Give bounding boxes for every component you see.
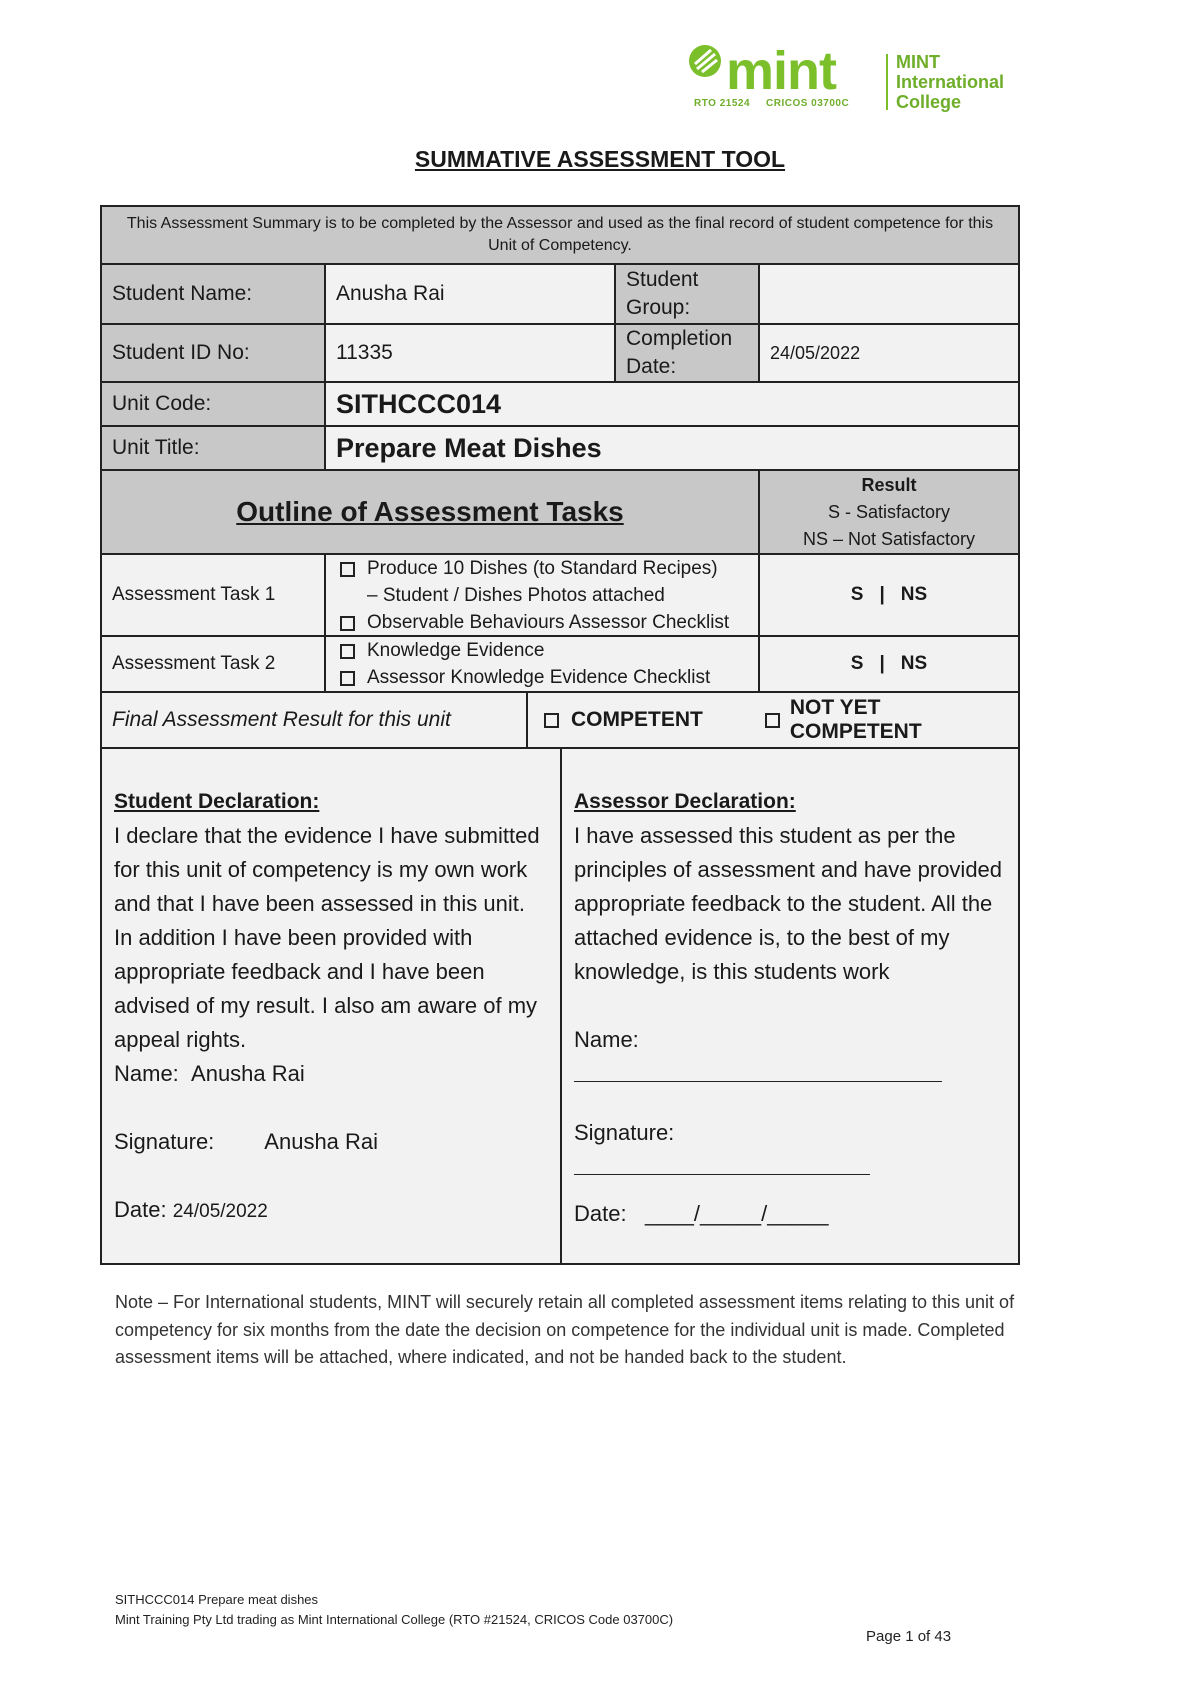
logo-cricos: CRICOS 03700C: [766, 98, 850, 109]
task1-result-ns[interactable]: NS: [900, 584, 928, 605]
checkbox-icon[interactable]: [340, 671, 355, 686]
student-decl-signature-row: Signature: Anusha Rai: [114, 1129, 379, 1154]
logo-rto: RTO 21524: [694, 98, 751, 109]
assessor-name-label: Name:: [574, 1027, 639, 1052]
student-name-label: Student Name:: [100, 263, 326, 325]
assessor-signature-label: Signature:: [574, 1120, 675, 1145]
completion-date-label: Completion Date:: [614, 323, 760, 383]
assessor-declaration-title: Assessor Declaration:: [574, 790, 796, 813]
task2-item-knowledge[interactable]: Knowledge Evidence: [338, 637, 544, 664]
competent-checkbox-icon[interactable]: [544, 713, 559, 728]
task2-items: [324, 635, 760, 693]
task1-result[interactable]: S | NS: [758, 553, 1020, 637]
checkbox-icon[interactable]: [340, 616, 355, 631]
assessment-summary-table: [100, 205, 1020, 1265]
logo-divider: [886, 54, 888, 110]
student-id-label: Student ID No:: [100, 323, 326, 383]
student-decl-date-value[interactable]: 24/05/2022: [172, 1201, 268, 1222]
student-declaration: [100, 747, 562, 1265]
task1-item-checklist[interactable]: Observable Behaviours Assessor Checklist: [338, 609, 729, 636]
task2-result-s[interactable]: S: [850, 653, 864, 674]
student-group-value[interactable]: [758, 263, 1020, 325]
intro-text: This Assessment Summary is to be completed by the Assessor and used as the final record of student competence for this Unit of Competency.: [100, 205, 1020, 265]
student-declaration-title: Student Declaration:: [114, 790, 320, 813]
assessor-date-row: Date: ____/_____/_____: [574, 1201, 829, 1226]
task1-item-dishes-cont: – Student / Dishes Photos attached: [367, 584, 665, 606]
footer-company: Mint Training Pty Ltd trading as Mint International College (RTO #21524, CRICOS Code 03700C): [115, 1612, 674, 1627]
task2-result-ns[interactable]: NS: [900, 653, 928, 674]
mint-logo: [686, 42, 1036, 114]
checkbox-icon[interactable]: [340, 644, 355, 659]
final-result-options: [526, 691, 1020, 749]
result-ns-legend: NS – Not Satisfactory: [802, 528, 976, 549]
student-decl-name-row: Name: Anusha Rai: [114, 1061, 305, 1086]
mint-leaf-icon: [686, 42, 724, 80]
task1-item-dishes[interactable]: Produce 10 Dishes (to Standard Recipes): [338, 555, 718, 582]
task1-items: [324, 553, 760, 637]
student-group-label: Student Group:: [614, 263, 760, 325]
page-number: Page 1 of 43: [866, 1628, 952, 1645]
task2-result[interactable]: S | NS: [758, 635, 1020, 693]
logo-wordmark: mint: [726, 41, 836, 101]
assessor-declaration-text: I have assessed this student as per the principles of assessment and have provided appropriate feedback to the student. All the attached evidence is, to the best of my knowledge, is this students work: [574, 823, 1003, 984]
task1-result-s[interactable]: S: [850, 584, 864, 605]
retention-note: Note – For International students, MINT will securely retain all completed assessment items relating to this unit of competency for six months from the date the decision on competence for the individual unit is made. Completed assessment items will be attached, where indicated, and not be handed back to the student.: [115, 1292, 1015, 1367]
student-id-value[interactable]: 11335: [324, 323, 616, 383]
page-title: SUMMATIVE ASSESSMENT TOOL: [414, 146, 786, 172]
result-s-legend: S - Satisfactory: [827, 501, 951, 522]
student-decl-signature-value[interactable]: Anusha Rai: [264, 1129, 379, 1154]
task1-label: Assessment Task 1: [100, 553, 326, 637]
not-yet-competent-option[interactable]: NOT YET COMPETENT: [789, 696, 922, 743]
result-heading: Result: [861, 474, 917, 495]
student-declaration-text: I declare that the evidence I have submitted for this unit of competency is my own work and that I have been assessed in this unit. In addition I have been provided with appropriate feedback and I have been advised of my result. I also am aware of my appeal rights.: [114, 823, 540, 1052]
assessor-name-line[interactable]: [574, 1057, 942, 1082]
outline-heading: Outline of Assessment Tasks: [236, 496, 624, 527]
final-result-label: Final Assessment Result for this unit: [100, 691, 528, 749]
assessor-date-blank[interactable]: ____/_____/_____: [644, 1201, 829, 1226]
logo-college-name: MINT International College: [896, 52, 1005, 112]
task2-item-checklist[interactable]: Assessor Knowledge Evidence Checklist: [338, 664, 710, 691]
competent-option[interactable]: COMPETENT: [571, 708, 703, 731]
unit-title-value: Prepare Meat Dishes: [324, 425, 1020, 471]
unit-code-value: SITHCCC014: [324, 381, 1020, 427]
page-footer: [115, 1590, 673, 1630]
student-name-value[interactable]: Anusha Rai: [324, 263, 616, 325]
unit-title-label: Unit Title:: [100, 425, 326, 471]
assessor-signature-line[interactable]: [574, 1150, 870, 1175]
outline-heading-cell: [100, 469, 760, 555]
checkbox-icon[interactable]: [340, 562, 355, 577]
student-decl-name-value[interactable]: Anusha Rai: [191, 1061, 305, 1086]
footer-unit: SITHCCC014 Prepare meat dishes: [115, 1592, 319, 1607]
not-yet-competent-checkbox-icon[interactable]: [765, 713, 780, 728]
completion-date-value[interactable]: 24/05/2022: [758, 323, 1020, 383]
assessor-declaration: [560, 747, 1020, 1265]
task2-label: Assessment Task 2: [100, 635, 326, 693]
student-decl-date-row: Date: 24/05/2022: [114, 1197, 268, 1222]
unit-code-label: Unit Code:: [100, 381, 326, 427]
result-legend: [758, 469, 1020, 555]
